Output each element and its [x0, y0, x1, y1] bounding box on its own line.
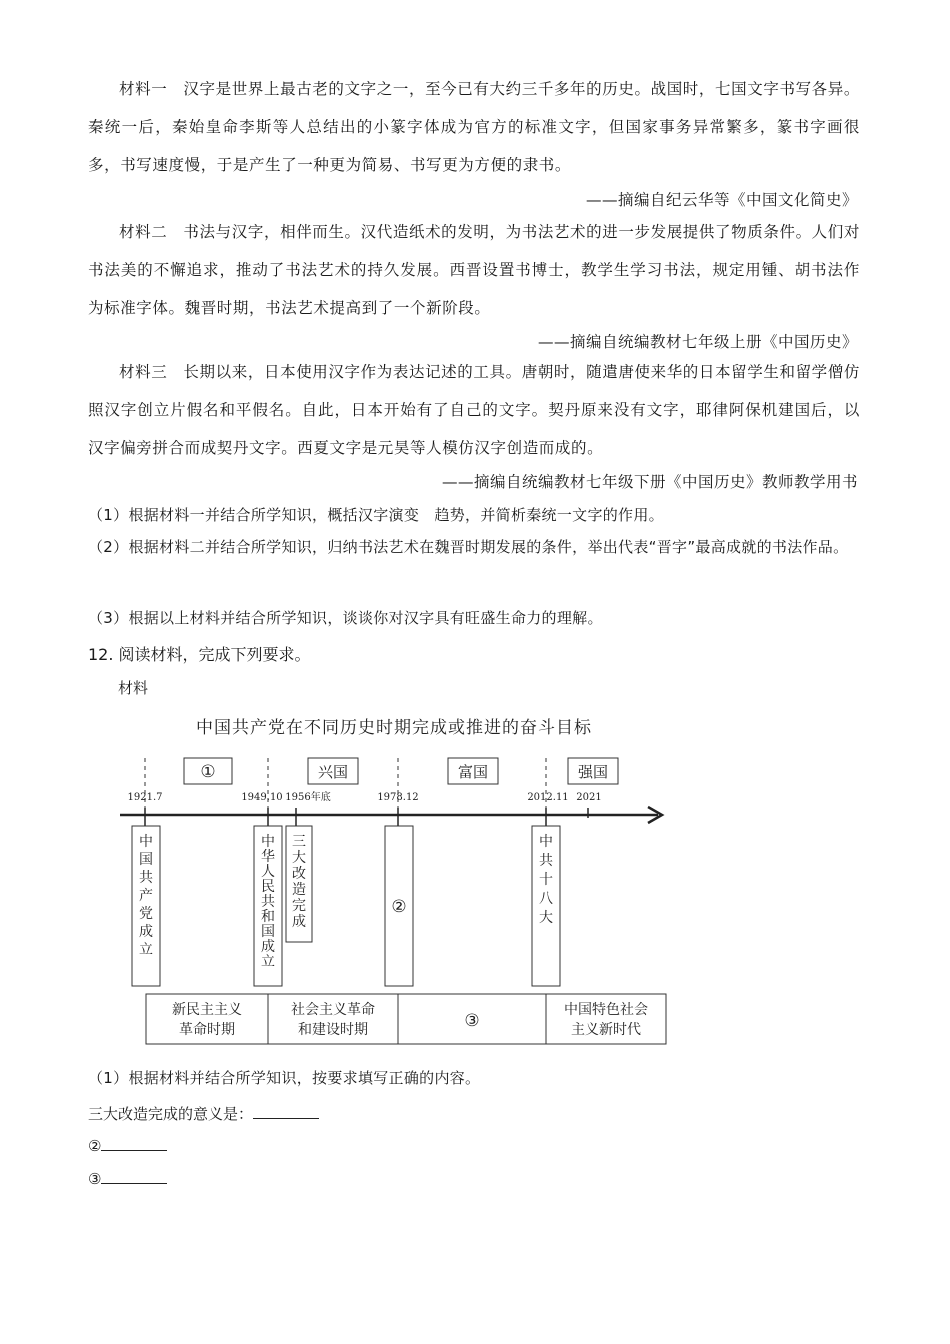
date-label: 1978.12: [377, 792, 419, 803]
question-12-heading: 12. 阅读材料，完成下列要求。: [88, 645, 311, 664]
fill-line-3: [88, 1169, 167, 1188]
diagram-title: 中国共产党在不同历史时期完成或推进的奋斗目标: [196, 718, 592, 738]
event-char: 中: [261, 834, 275, 850]
period-label: 主义新时代: [571, 1022, 641, 1038]
period-label: 新民主主义: [172, 1002, 242, 1018]
goal-label: 富国: [457, 763, 489, 781]
date-label: 2012.11: [527, 792, 569, 803]
material-3-text: 材料三 长期以来，日本使用汉字作为表达记述的工具。唐朝时，随遣唐使来华的日本留学生和留学僧仿照汉字创立片假名和平假名。自此，日本开始有了自己的文字。契丹原来没有文字，耶律阿保机建国后，以汉字偏旁拼合而成契丹文字。西夏文字是元昊等人模仿汉字创造而成的。: [88, 363, 860, 457]
timeline-ticks: [145, 808, 588, 826]
material-2-text: 材料二 书法与汉字，相伴而生。汉代造纸术的发明，为书法艺术的进一步发展提供了物质条件。人们对书法美的不懈追求，推动了书法艺术的持久发展。西晋设置书博士，教学生学习书法，规定用锺、胡书法作为标准字体。魏晋时期，书法艺术提高到了一个新阶段。: [88, 223, 860, 317]
event-boxes: [132, 826, 560, 986]
date-label: 1921.7: [127, 792, 163, 803]
event-char: 成: [139, 924, 153, 940]
answer-blank[interactable]: [253, 1104, 319, 1119]
period-blank-3: ③: [464, 1011, 480, 1031]
question-11-3: （3）根据以上材料并结合所学知识，谈谈你对汉字具有旺盛生命力的理解。: [88, 609, 603, 627]
date-label: 2021: [576, 792, 602, 803]
material-1-text: 材料一 汉字是世界上最古老的文字之一，至今已有大约三千多年的历史。战国时，七国文字书写各异。秦统一后，秦始皇命李斯等人总结出的小篆字体成为官方的标准文字，但国家事务异常繁多，篆书字画很多，书写速度慢，于是产生了一种更为简易、书写更为方便的隶书。: [88, 80, 860, 174]
event-char: 造: [292, 882, 306, 898]
question-11-2: （2）根据材料二并结合所学知识，归纳书法艺术在魏晋时期发展的条件，举出代表“晋字”最高成就的书法作品。: [88, 538, 849, 556]
event-char: 十: [539, 872, 553, 888]
event-char: 共: [539, 853, 553, 869]
material-1-source: ——摘编自纪云华等《中国文化简史》: [585, 191, 858, 209]
event-char: 中: [539, 834, 553, 850]
event-blank-2: ②: [391, 897, 407, 917]
event-char: 党: [139, 906, 153, 922]
event-char: 立: [261, 954, 275, 970]
question-11-1: （1）根据材料一并结合所学知识，概括汉字演变 趋势，并简析秦统一文字的作用。: [88, 506, 664, 524]
event-char: 国: [261, 924, 275, 940]
goal-label: 兴国: [317, 763, 349, 781]
event-char: 中: [139, 834, 153, 850]
event-char: 成: [261, 939, 275, 955]
period-label: 和建设时期: [298, 1022, 368, 1038]
event-char: 改: [292, 866, 306, 882]
fill-label: ②: [88, 1137, 102, 1155]
date-label: 1956年底: [285, 792, 331, 803]
event-char: 三: [292, 834, 306, 850]
event-char: 国: [139, 852, 153, 868]
fill-label: 三大改造完成的意义是：: [88, 1105, 254, 1123]
event-char: 华: [261, 849, 275, 865]
fill-label: ③: [88, 1170, 102, 1188]
event-char: 大: [539, 910, 553, 926]
goal-label: ①: [200, 762, 216, 782]
event-char: 八: [539, 891, 553, 907]
answer-blank[interactable]: [101, 1169, 167, 1184]
event-char: 完: [292, 898, 306, 914]
event-char: 共: [261, 894, 275, 910]
material-label: 材料: [118, 679, 149, 697]
event-char: 大: [292, 850, 306, 866]
event-char: 民: [261, 879, 275, 895]
fill-line-2: [88, 1136, 167, 1155]
goal-boxes: [184, 758, 618, 784]
event-char: 人: [261, 864, 275, 880]
period-label: 社会主义革命: [291, 1002, 375, 1018]
event-texts: [139, 833, 553, 970]
period-label: 中国特色社会: [564, 1002, 648, 1018]
event-char: 共: [139, 870, 153, 886]
material-3-source: ——摘编自统编教材七年级下册《中国历史》教师教学用书: [441, 473, 858, 491]
period-label: 革命时期: [179, 1022, 235, 1038]
date-label: 1949.10: [241, 792, 283, 803]
date-labels: [128, 790, 602, 803]
fill-line-significance: [88, 1103, 319, 1124]
event-char: 成: [292, 914, 306, 930]
event-char: 和: [261, 909, 275, 925]
period-texts: [172, 1001, 648, 1038]
answer-blank[interactable]: [101, 1136, 167, 1151]
event-char: 立: [139, 942, 153, 958]
question-12-1: （1）根据材料并结合所学知识，按要求填写正确的内容。: [88, 1069, 481, 1087]
event-char: 产: [139, 888, 153, 904]
material-2-source: ——摘编自统编教材七年级上册《中国历史》: [537, 333, 858, 351]
goal-label: 强国: [577, 763, 609, 781]
